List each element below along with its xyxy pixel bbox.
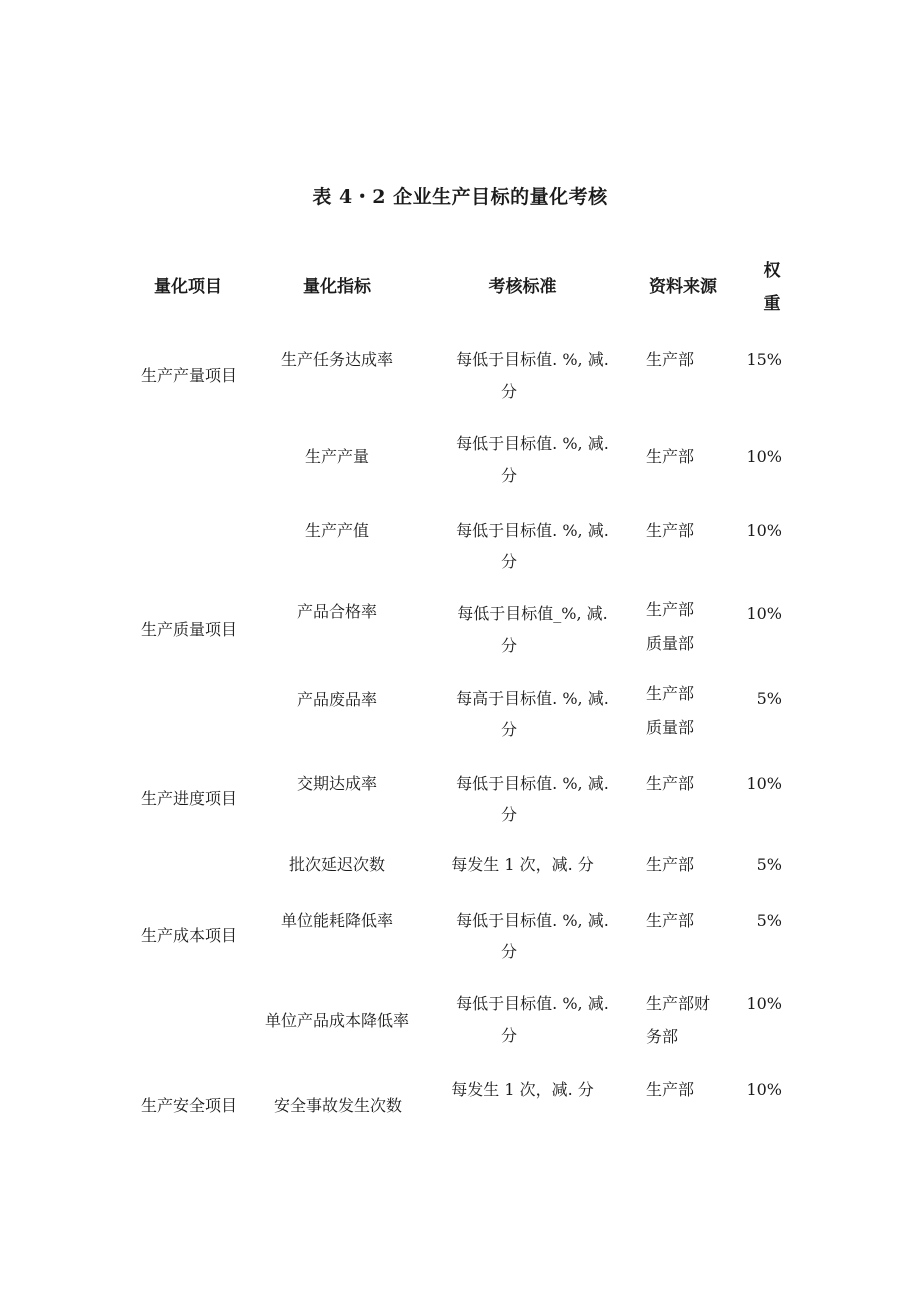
row-weight: 10%	[746, 994, 782, 1013]
row-source-line2: 质量部	[646, 634, 695, 653]
row-source-line1: 生产部	[646, 521, 695, 540]
row-weight: 5%	[756, 689, 782, 708]
row-standard-line1: 每高于目标值. %, 减.	[456, 689, 609, 708]
row-standard-line1: 每低于目标值. %, 减.	[456, 434, 609, 453]
header-weight-line1: 权	[763, 261, 781, 281]
row-indicator: 产品合格率	[296, 602, 377, 621]
row-source-line1: 生产部	[646, 684, 695, 703]
row-standard-line2: 分	[500, 636, 517, 655]
row-standard-line2: 分	[500, 382, 517, 401]
row-indicator: 交期达成率	[296, 774, 377, 793]
row-indicator: 单位能耗降低率	[280, 911, 393, 930]
row-standard-line2: 分	[500, 720, 517, 739]
row-standard-line1: 每低于目标值_%, 减.	[457, 604, 608, 623]
row-indicator: 批次延迟次数	[288, 855, 385, 874]
row-source-line1: 生产部财	[646, 994, 711, 1013]
row-standard-line2: 分	[500, 552, 517, 571]
row-indicator: 单位产品成本降低率	[264, 1011, 409, 1030]
row-project: 生产产量项目	[140, 366, 237, 385]
row-standard-line2: 分	[500, 1026, 517, 1045]
row-project: 生产质量项目	[140, 620, 237, 639]
header-indicator: 量化指标	[303, 277, 371, 297]
row-standard-line1: 每低于目标值. %, 减.	[456, 350, 609, 369]
row-source-line1: 生产部	[646, 1080, 695, 1099]
row-weight: 10%	[746, 1080, 782, 1099]
header-project: 量化项目	[154, 277, 222, 297]
row-source-line1: 生产部	[646, 350, 695, 369]
row-weight: 10%	[746, 447, 782, 466]
row-standard-line1: 每发生 1 次，减. 分	[451, 1080, 594, 1099]
row-standard-line1: 每低于目标值. %, 减.	[456, 911, 609, 930]
row-indicator: 生产产量	[304, 447, 369, 466]
row-source-line1: 生产部	[646, 774, 695, 793]
header-weight-line2: 重	[763, 294, 781, 314]
row-standard-line1: 每发生 1 次，减. 分	[451, 855, 594, 874]
row-source-line1: 生产部	[646, 600, 695, 619]
row-source-line2: 务部	[646, 1027, 679, 1046]
header-standard: 考核标准	[488, 277, 557, 297]
row-weight: 5%	[756, 855, 782, 874]
row-source-line1: 生产部	[646, 855, 695, 874]
row-weight: 10%	[746, 774, 782, 793]
row-project: 生产进度项目	[140, 789, 237, 808]
row-indicator: 安全事故发生次数	[273, 1096, 402, 1115]
row-source-line1: 生产部	[646, 911, 695, 930]
row-project: 生产安全项目	[140, 1096, 237, 1115]
row-project: 生产成本项目	[140, 926, 237, 945]
row-standard-line2: 分	[500, 942, 517, 961]
row-standard-line1: 每低于目标值. %, 减.	[456, 521, 609, 540]
row-indicator: 产品废品率	[296, 690, 377, 709]
row-standard-line1: 每低于目标值. %, 减.	[456, 774, 609, 793]
row-source-line1: 生产部	[646, 447, 695, 466]
row-standard-line2: 分	[500, 805, 517, 824]
row-weight: 5%	[756, 911, 782, 930]
row-standard-line2: 分	[500, 466, 517, 485]
row-indicator: 生产任务达成率	[280, 350, 393, 369]
row-weight: 15%	[746, 350, 782, 369]
row-standard-line1: 每低于目标值. %, 减.	[456, 994, 609, 1013]
row-weight: 10%	[746, 604, 782, 623]
row-indicator: 生产产值	[304, 521, 369, 540]
row-weight: 10%	[746, 521, 782, 540]
page-title: 表 4・2 企业生产目标的量化考核	[312, 186, 608, 208]
row-source-line2: 质量部	[646, 718, 695, 737]
header-source: 资料来源	[649, 277, 717, 297]
